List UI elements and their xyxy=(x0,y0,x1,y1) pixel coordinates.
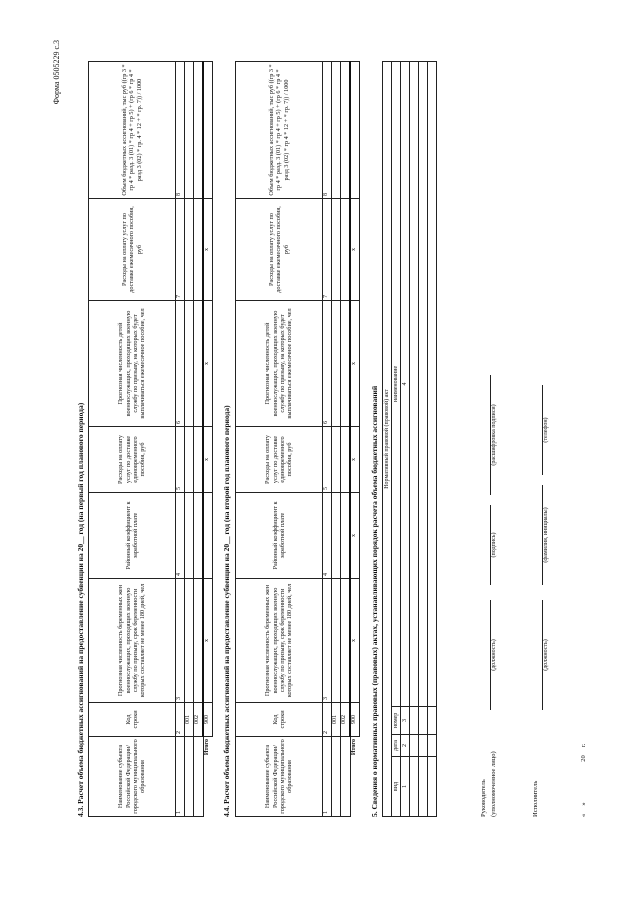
table-header-row xyxy=(236,62,323,817)
row-code: 001 xyxy=(185,703,194,737)
table-cell xyxy=(410,61,419,706)
table-cell xyxy=(410,757,419,817)
table-cell xyxy=(194,737,204,817)
table-cell xyxy=(428,757,437,817)
total-cell: x xyxy=(350,301,360,427)
header-cell: Наименование субъекта Российской Федерации/городского муниципального образования xyxy=(89,737,176,817)
column-number-row xyxy=(176,62,185,817)
head-position-caption: (должность) xyxy=(490,600,497,710)
table-cell xyxy=(419,735,428,757)
head-sublabel: (уполномоченное лицо) xyxy=(490,751,497,817)
section-4-3-table xyxy=(88,61,213,817)
executor-phone-caption: (телефон) xyxy=(542,385,549,475)
row-code: 002 xyxy=(341,703,351,737)
table-header-row xyxy=(392,61,401,816)
total-label: Итого xyxy=(204,739,211,756)
table-cell xyxy=(419,757,428,817)
column-number-row xyxy=(323,62,332,817)
total-cell: x xyxy=(350,493,360,579)
table-cell xyxy=(194,427,204,493)
group-header: Нормативный правовой (правовой) акт xyxy=(383,61,392,816)
header-cell: Расходы на оплату услуг по доставке единовременного пособия, руб xyxy=(89,427,176,493)
column-number: 5 xyxy=(323,427,332,493)
date-line: « » 20 г. xyxy=(580,743,587,817)
table-cell xyxy=(341,579,351,703)
header-cell: Объем бюджетных ассигнований, тыс руб ((гр 3 * гр 4 * разд. 3 (01) * гр 4 + гр 5) + (гр 6 * гр 4 * разд 3 (02) * гр 4 * 12 + * гр. 7)) / 1000 xyxy=(236,62,323,199)
executor-name-caption: (фамилия, инициалы) xyxy=(542,485,549,585)
table-row xyxy=(410,61,419,816)
table-cell xyxy=(332,737,341,817)
total-cell: x xyxy=(350,199,360,301)
table-cell xyxy=(332,493,341,579)
table-cell xyxy=(332,301,341,427)
column-number: 7 xyxy=(323,199,332,301)
section-5-title: 5. Сведения о нормативных правовых (правовых) актах, устанавливающих порядок расчета объема бюджетных ассигнований xyxy=(370,385,379,817)
column-number: 2 xyxy=(176,703,185,737)
total-row xyxy=(203,62,213,817)
column-number: 2 xyxy=(401,735,410,757)
table-header-row xyxy=(383,61,392,816)
table-cell xyxy=(419,61,428,706)
row-code: 900 xyxy=(350,703,360,737)
total-cell: x xyxy=(203,579,213,703)
total-row xyxy=(350,62,360,817)
column-number: 6 xyxy=(176,301,185,427)
table-row xyxy=(332,62,341,817)
row-code: 900 xyxy=(203,703,213,737)
table-cell xyxy=(341,62,351,199)
header-cell: наименование xyxy=(392,61,401,706)
table-cell xyxy=(332,199,341,301)
header-cell: Код строки xyxy=(89,703,176,737)
total-cell xyxy=(203,62,213,199)
section-4-4-table xyxy=(235,61,360,817)
section-4-4-title: 4.4. Расчет объема бюджетных ассигнований на предоставление субвенции на 20__ год (на второй год планового периода) xyxy=(222,405,231,817)
table-cell xyxy=(341,301,351,427)
table-cell xyxy=(341,493,351,579)
header-cell: номер xyxy=(392,707,401,735)
column-number: 1 xyxy=(401,757,410,817)
column-number-row xyxy=(401,61,410,816)
column-number: 5 xyxy=(176,427,185,493)
table-cell xyxy=(194,493,204,579)
table-cell xyxy=(410,707,419,735)
table-cell xyxy=(332,579,341,703)
column-number: 1 xyxy=(323,737,332,817)
table-cell xyxy=(341,427,351,493)
total-cell xyxy=(203,493,213,579)
table-row xyxy=(194,62,204,817)
table-cell xyxy=(185,301,194,427)
executor-label: Исполнитель xyxy=(532,780,539,817)
header-cell: дата xyxy=(392,735,401,757)
table-cell xyxy=(194,62,204,199)
table-cell xyxy=(428,707,437,735)
table-cell xyxy=(185,199,194,301)
header-cell: Расходы на оплату услуг по доставке единовременного пособия, руб xyxy=(236,427,323,493)
table-cell xyxy=(410,735,419,757)
header-cell: Прогнозная численность беременных жен военнослужащих, проходящих военную службу по призыву, срок беременности которых составляет не менее 180 дней, чел xyxy=(236,579,323,703)
header-cell: Прогнозная численность беременных жен военнослужащих, проходящих военную службу по призыву, срок беременности которых составляет не менее 180 дней, чел xyxy=(89,579,176,703)
table-row xyxy=(185,62,194,817)
executor-position-caption: (должность) xyxy=(542,600,549,710)
column-number: 4 xyxy=(401,61,410,706)
total-cell: x xyxy=(350,427,360,493)
header-cell: Наименование субъекта Российской Федерации/городского муниципального образования xyxy=(236,737,323,817)
table-cell xyxy=(428,61,437,706)
header-cell: Расходы на оплату услуг по доставке ежемесячного пособия, руб xyxy=(89,199,176,301)
total-cell: x xyxy=(350,579,360,703)
table-row xyxy=(341,62,351,817)
head-label: Руководитель xyxy=(480,779,487,817)
table-cell xyxy=(185,493,194,579)
total-cell xyxy=(350,62,360,199)
header-cell: Расходы на оплату услуг по доставке ежемесячного пособия, руб xyxy=(236,199,323,301)
column-number: 1 xyxy=(176,737,185,817)
header-cell: Код строки xyxy=(236,703,323,737)
header-cell: Прогнозная численность детей военнослужащих, проходящих военную службу по призыву, на которых будет выплачиваться ежемесячное пособие, чел xyxy=(236,301,323,427)
table-cell xyxy=(185,62,194,199)
column-number: 4 xyxy=(176,493,185,579)
column-number: 2 xyxy=(323,703,332,737)
form-code: Форма 0505229 с.3 xyxy=(52,40,61,105)
section-5-table xyxy=(382,61,437,817)
header-cell: Объем бюджетных ассигнований, тыс руб ((гр 3 * гр 4 * разд. 3 (01) * гр 4 + гр 5) + (гр 6 * гр 4 * разд 3 (02) * гр. 4 * 12 + * гр. 7)) / 1000 xyxy=(89,62,176,199)
table-cell xyxy=(341,199,351,301)
head-signature-caption: (подпись) xyxy=(490,505,497,585)
table-cell xyxy=(341,737,351,817)
column-number: 8 xyxy=(323,62,332,199)
table-cell xyxy=(428,735,437,757)
header-cell: Районный коэффициент к заработной плате xyxy=(89,493,176,579)
header-cell: вид xyxy=(392,757,401,817)
column-number: 6 xyxy=(323,301,332,427)
row-code: 002 xyxy=(194,703,204,737)
total-cell: x xyxy=(203,427,213,493)
table-cell xyxy=(332,62,341,199)
column-number: 7 xyxy=(176,199,185,301)
header-cell: Районный коэффициент к заработной плате xyxy=(236,493,323,579)
column-number: 3 xyxy=(323,579,332,703)
table-cell xyxy=(194,579,204,703)
table-row xyxy=(419,61,428,816)
total-label: Итого xyxy=(351,739,358,756)
column-number: 3 xyxy=(401,707,410,735)
total-cell: x xyxy=(203,301,213,427)
table-header-row xyxy=(89,62,176,817)
total-cell: x xyxy=(203,199,213,301)
table-cell xyxy=(194,301,204,427)
row-code: 001 xyxy=(332,703,341,737)
header-cell: Прогнозная численность детей военнослужащих, проходящих военную службу по призыву, на которых будет выплачиваться ежемесячное пособие, чел xyxy=(89,301,176,427)
head-name-caption: (расшифровка подписи) xyxy=(490,375,497,495)
section-4-3-title: 4.3. Расчет объема бюджетных ассигнований на предоставление субвенции на 20__ год (на первый год планового периода) xyxy=(76,402,85,817)
table-cell xyxy=(185,579,194,703)
table-cell xyxy=(419,707,428,735)
table-row xyxy=(428,61,437,816)
table-cell xyxy=(185,737,194,817)
table-cell xyxy=(194,199,204,301)
column-number: 8 xyxy=(176,62,185,199)
column-number: 3 xyxy=(176,579,185,703)
column-number: 4 xyxy=(323,493,332,579)
table-cell xyxy=(185,427,194,493)
table-cell xyxy=(332,427,341,493)
